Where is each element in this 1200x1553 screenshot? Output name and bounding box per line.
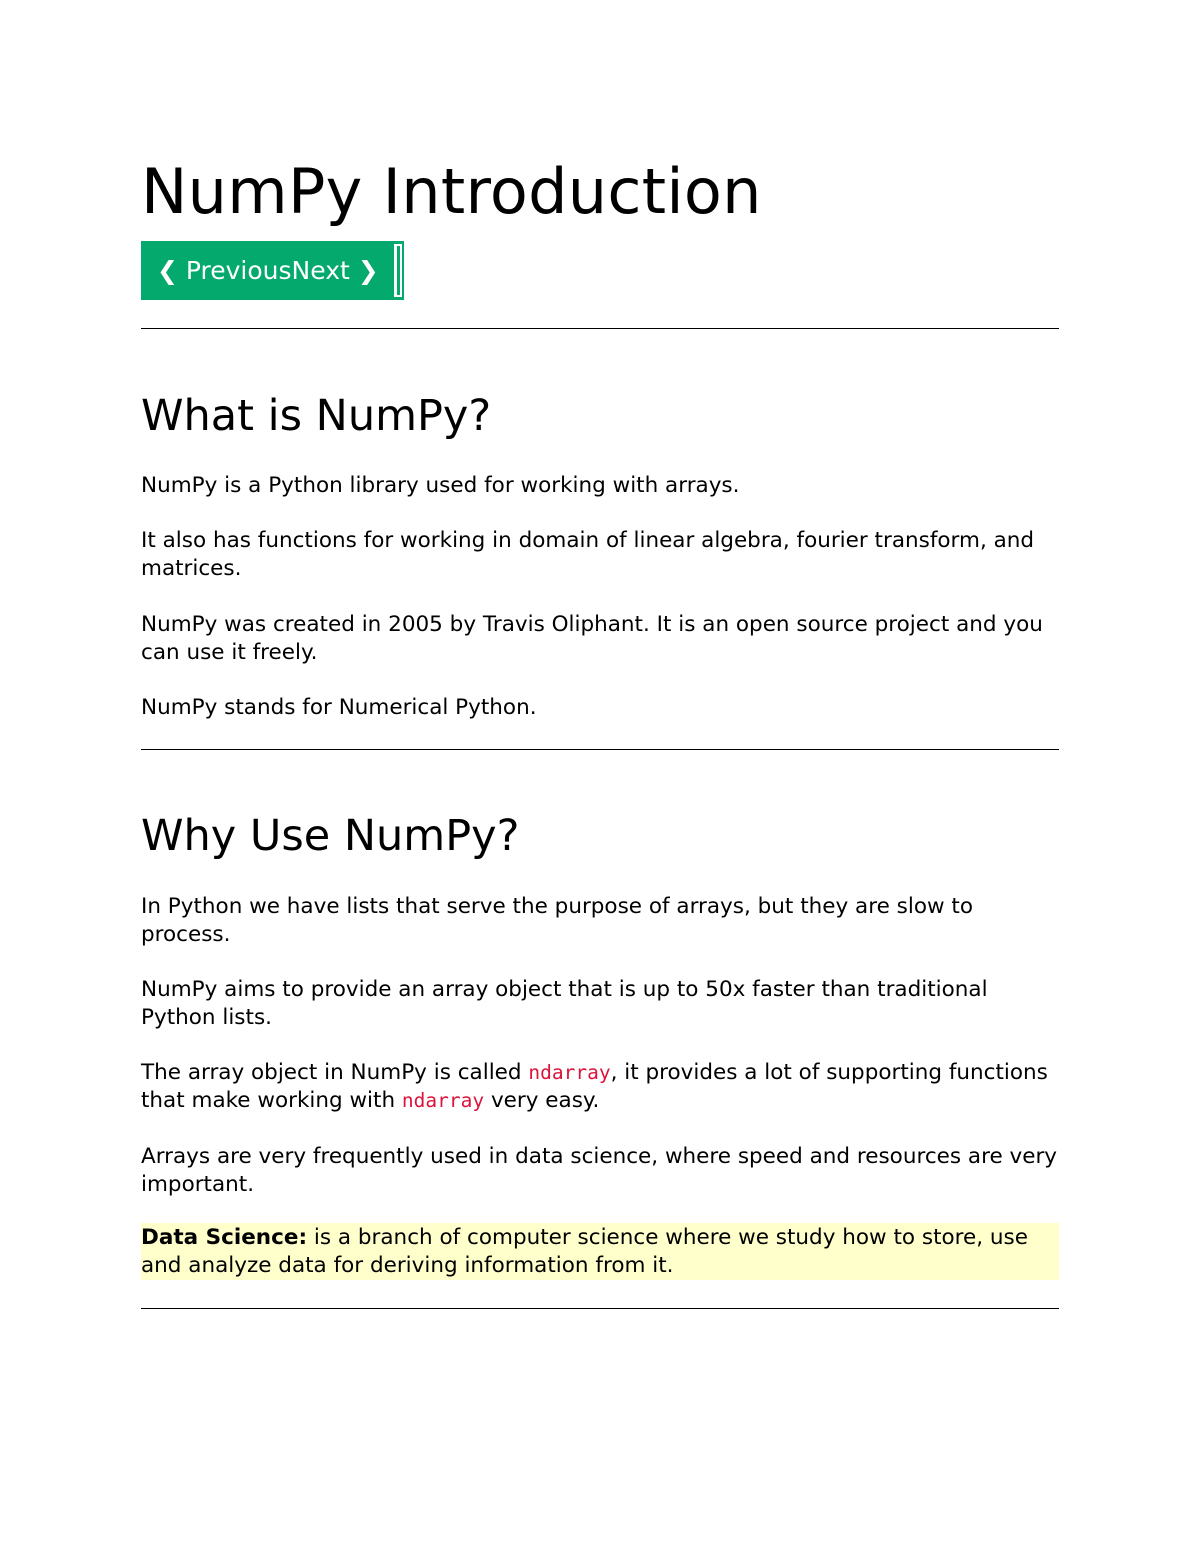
pagination-bar bbox=[141, 241, 404, 300]
section-heading-what-is-numpy: What is NumPy? bbox=[141, 391, 492, 441]
text-fragment: very easy. bbox=[484, 1088, 600, 1113]
highlight-note bbox=[141, 1223, 1059, 1280]
horizontal-divider bbox=[141, 1308, 1059, 1309]
paragraph: It also has functions for working in domain of linear algebra, fourier transform, and matrices. bbox=[141, 528, 1035, 581]
paragraph: NumPy aims to provide an array object that is up to 50x faster than traditional Python lists. bbox=[141, 977, 988, 1030]
paragraph-ndarray bbox=[141, 1059, 1059, 1115]
horizontal-divider bbox=[141, 328, 1059, 329]
inline-code-ndarray: ndarray bbox=[528, 1061, 611, 1084]
paragraph: NumPy stands for Numerical Python. bbox=[141, 695, 537, 720]
text-fragment: The array object in NumPy is called bbox=[141, 1060, 529, 1085]
paragraph: NumPy was created in 2005 by Travis Oliphant. It is an open source project and you can use it freely. bbox=[141, 612, 1043, 665]
paragraph: NumPy is a Python library used for working with arrays. bbox=[141, 473, 740, 498]
paragraph: In Python we have lists that serve the purpose of arrays, but they are slow to process. bbox=[141, 894, 973, 947]
note-label: Data Science: bbox=[141, 1225, 308, 1250]
page-title: NumPy Introduction bbox=[141, 155, 762, 228]
section-heading-why-use-numpy: Why Use NumPy? bbox=[141, 811, 520, 861]
text-fragment: , it provides a lot of supporting functions that make working with bbox=[141, 1060, 1048, 1113]
previous-button[interactable]: ❮ Previous bbox=[157, 256, 292, 285]
paragraph: Arrays are very frequently used in data science, where speed and resources are very important. bbox=[141, 1144, 1058, 1197]
nav-edge-decoration bbox=[394, 244, 402, 297]
next-button[interactable]: Next ❯ bbox=[291, 256, 379, 285]
inline-code-ndarray: ndarray bbox=[401, 1089, 485, 1112]
horizontal-divider bbox=[141, 749, 1059, 750]
note-text: is a branch of computer science where we study how to store, use and analyze data for deriving information from it. bbox=[141, 1225, 1028, 1278]
